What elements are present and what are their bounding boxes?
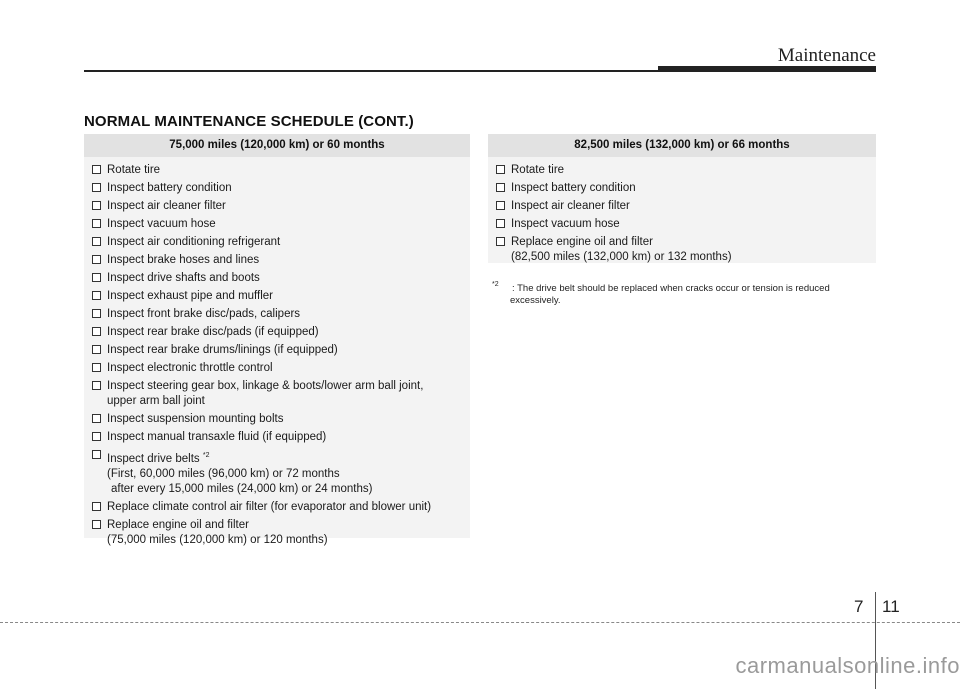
checkbox-icon bbox=[92, 450, 101, 459]
checkbox-icon bbox=[92, 183, 101, 192]
checkbox-icon bbox=[496, 237, 505, 246]
checkbox-icon bbox=[92, 432, 101, 441]
list-item: Inspect drive shafts and boots bbox=[84, 269, 470, 287]
checklist bbox=[488, 157, 876, 266]
checkbox-icon bbox=[92, 502, 101, 511]
checkbox-icon bbox=[92, 520, 101, 529]
list-item: Inspect manual transaxle fluid (if equipped) bbox=[84, 428, 470, 446]
checkbox-icon bbox=[92, 363, 101, 372]
list-item: Inspect battery condition bbox=[488, 179, 876, 197]
panel-heading: 75,000 miles (120,000 km) or 60 months bbox=[84, 134, 470, 157]
checklist bbox=[84, 157, 470, 549]
checkbox-icon bbox=[92, 327, 101, 336]
list-item: Rotate tire bbox=[488, 161, 876, 179]
list-item: Inspect air conditioning refrigerant bbox=[84, 233, 470, 251]
footer-rule bbox=[0, 622, 960, 623]
footnote-text: : The drive belt should be replaced when cracks occur or tension is reduced bbox=[512, 283, 830, 294]
list-item: Inspect drive belts $^{*2}$ (First, 60,000 miles (96,000 km) or 72 months after every 15,000 miles (24,000 km) or 24 months) bbox=[84, 446, 470, 498]
checkbox-icon bbox=[92, 414, 101, 423]
checkbox-icon bbox=[92, 309, 101, 318]
list-item: Inspect steering gear box, linkage & boots/lower arm ball joint, upper arm ball joint bbox=[84, 377, 470, 410]
list-item: Replace engine oil and filter (75,000 miles (120,000 km) or 120 months) bbox=[84, 516, 470, 549]
list-item: Inspect battery condition bbox=[84, 179, 470, 197]
checkbox-icon bbox=[92, 291, 101, 300]
panel-heading: 82,500 miles (132,000 km) or 66 months bbox=[488, 134, 876, 157]
list-item: Replace climate control air filter (for evaporator and blower unit) bbox=[84, 498, 470, 516]
checkbox-icon bbox=[92, 255, 101, 264]
list-item: Inspect brake hoses and lines bbox=[84, 251, 470, 269]
checkbox-icon bbox=[92, 273, 101, 282]
list-item: Inspect exhaust pipe and muffler bbox=[84, 287, 470, 305]
checkbox-icon bbox=[92, 381, 101, 390]
checkbox-icon bbox=[496, 201, 505, 210]
list-item: Inspect suspension mounting bolts bbox=[84, 410, 470, 428]
checkbox-icon bbox=[92, 237, 101, 246]
checkbox-icon bbox=[496, 219, 505, 228]
footnote-text-cont: excessively. bbox=[510, 295, 561, 306]
schedule-panel-82500 bbox=[488, 134, 876, 263]
list-item: Inspect front brake disc/pads, calipers bbox=[84, 305, 470, 323]
list-item: Inspect air cleaner filter bbox=[84, 197, 470, 215]
checkbox-icon bbox=[92, 201, 101, 210]
schedule-panel-75000 bbox=[84, 134, 470, 546]
list-item: Inspect vacuum hose bbox=[488, 215, 876, 233]
checkbox-icon bbox=[92, 345, 101, 354]
list-item: Replace engine oil and filter (82,500 miles (132,000 km) or 132 months) bbox=[488, 233, 876, 266]
page-number: 11 bbox=[882, 597, 900, 616]
checkbox-icon bbox=[92, 165, 101, 174]
footnote-marker: *2 bbox=[202, 451, 210, 459]
list-item: Inspect electronic throttle control bbox=[84, 359, 470, 377]
list-item: Inspect air cleaner filter bbox=[488, 197, 876, 215]
checkbox-icon bbox=[92, 219, 101, 228]
section-title: NORMAL MAINTENANCE SCHEDULE (CONT.) bbox=[84, 113, 414, 130]
chapter-number: 7 bbox=[854, 597, 864, 616]
watermark: carmanualsonline.info bbox=[735, 653, 960, 678]
header-rule bbox=[84, 70, 664, 72]
list-item: Inspect rear brake drums/linings (if equipped) bbox=[84, 341, 470, 359]
header-rule-bold bbox=[658, 66, 876, 72]
header-title: Maintenance bbox=[777, 45, 876, 66]
list-item: Rotate tire bbox=[84, 161, 470, 179]
checkbox-icon bbox=[496, 183, 505, 192]
checkbox-icon bbox=[496, 165, 505, 174]
list-item: Inspect vacuum hose bbox=[84, 215, 470, 233]
footnote bbox=[492, 279, 876, 307]
list-item: Inspect rear brake disc/pads (if equipped) bbox=[84, 323, 470, 341]
footnote-marker: *2 bbox=[492, 281, 499, 288]
